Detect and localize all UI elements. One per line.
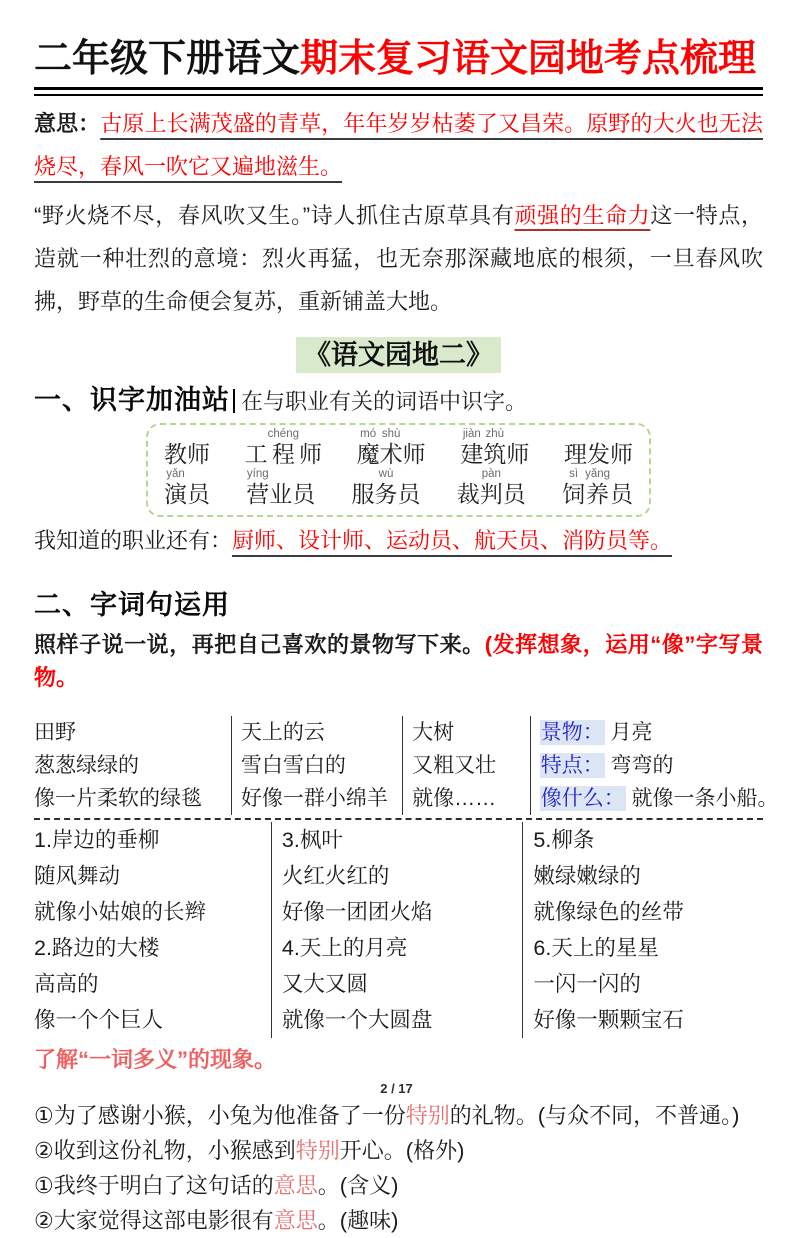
example-column: [231, 716, 402, 815]
answer-cell-line: 2.路边的大楼: [34, 936, 160, 960]
pinyin-annotation: chéng: [267, 428, 299, 440]
answer-cell-line: 3.枫叶: [281, 828, 343, 852]
garden-heading: 《语文园地二》: [296, 337, 501, 373]
blue-label: 像什么：: [540, 787, 625, 810]
pinyin-annotation: [407, 468, 410, 481]
hanzi-char: 裁: [456, 481, 480, 507]
example-labeled-line: [540, 716, 763, 749]
hanzi-char: 养: [586, 481, 610, 507]
hanzi-char: 魔: [356, 441, 380, 467]
occupation-char: [610, 468, 633, 508]
pinyin-annotation: [467, 468, 470, 481]
hanzi-char: 员: [187, 481, 210, 507]
hanzi-char: 师: [609, 441, 633, 467]
occupation-word: [352, 468, 421, 508]
meaning-paragraph: [34, 102, 763, 188]
pinyin-annotation: [309, 428, 312, 441]
answer-cell-line: 嫩绿嫩绿的: [533, 864, 641, 888]
example-cell-line: 好像一群小绵羊: [240, 787, 388, 810]
polysemy-pre: ②收到这份礼物，小猴感到: [34, 1138, 296, 1163]
answer-cell-line: 随风舞动: [34, 864, 121, 888]
pinyin-annotation: [413, 428, 416, 441]
occupation-word: [246, 468, 315, 508]
pinyin-annotation: [279, 468, 282, 481]
occupation-char: [480, 468, 503, 508]
pinyin-annotation: yǎng: [585, 468, 610, 480]
pinyin-annotation: [516, 428, 519, 441]
answer-cell-line: 就像小姑娘的长辫: [34, 900, 207, 924]
hanzi-char: 饲: [562, 481, 586, 507]
occupation-char: [403, 428, 426, 468]
polysemy-post: 开心。(格外): [339, 1138, 465, 1163]
hanzi-char: 服: [351, 481, 375, 507]
occupation-box: [146, 423, 651, 517]
polysemy-highlight: 意思: [273, 1208, 318, 1233]
analysis-highlight: 顽强的生命力: [514, 203, 651, 228]
pinyin-annotation: yǎn: [166, 468, 185, 480]
example-cell-line: 葱葱绿绿的: [34, 754, 139, 777]
blue-label: 特点：: [540, 754, 604, 777]
heading-bar-divider: [233, 389, 235, 413]
pinyin-annotation: [574, 428, 577, 441]
pinyin-annotation: [302, 468, 305, 481]
answer-cell-line: 6.天上的星星: [533, 936, 659, 960]
polysemy-highlight: 特别: [405, 1103, 450, 1128]
answer-column: [34, 822, 271, 1038]
hanzi-char: 判: [479, 481, 503, 507]
occupation-char: [457, 468, 480, 508]
labeled-value: 月亮: [604, 721, 653, 744]
example-table: [34, 716, 779, 815]
pinyin-annotation: sì: [569, 468, 579, 480]
pinyin-annotation: wù: [378, 468, 394, 480]
occupation-char: [610, 428, 633, 468]
pinyin-annotation: [620, 468, 623, 481]
occupation-char: [357, 428, 380, 468]
polysemy-item: [34, 1098, 763, 1133]
answer-column: [522, 822, 763, 1038]
hanzi-char: 员: [292, 481, 316, 507]
pinyin-annotation: zhù: [485, 428, 505, 440]
hanzi-char: 筑: [483, 441, 507, 467]
occupation-char: [164, 468, 187, 508]
occupation-char: [503, 468, 526, 508]
polysemy-pre: ②大家觉得这部电影很有: [34, 1208, 274, 1233]
occupation-char: [585, 468, 610, 508]
title-divider: [34, 87, 763, 96]
answer-column: [271, 822, 523, 1038]
occupation-char: [268, 428, 299, 468]
occupation-word: [357, 428, 426, 468]
answer-table: [34, 822, 763, 1038]
answer-cell-line: 4.天上的月亮: [281, 936, 408, 960]
answer-cell-line: 就像绿色的丝带: [533, 900, 684, 924]
example-cell-line: 又粗又壮: [412, 754, 497, 777]
hanzi-char: 师: [506, 441, 530, 467]
section2-heading-line: [34, 583, 763, 622]
polysemy-pre: ①为了感谢小猴，小兔为他准备了一份: [34, 1103, 406, 1128]
occupation-word: [562, 468, 633, 508]
section1-heading-line: [34, 378, 763, 417]
polysemy-list: [34, 1098, 763, 1238]
polysemy-highlight: 意思: [273, 1173, 318, 1198]
occupation-char: [460, 428, 483, 468]
pinyin-annotation: mó: [360, 428, 377, 440]
pinyin-annotation: [361, 468, 364, 481]
page-title-red: 期末复习语文园地考点梳理: [300, 38, 757, 80]
answer-cell-line: 一闪一闪的: [533, 972, 641, 996]
hanzi-char: 术: [379, 441, 403, 467]
answer-cell-line: 1.岸边的垂柳: [34, 828, 160, 852]
section1-subtitle: 在与职业有关的词语中识字。: [241, 389, 528, 414]
occupation-char: [246, 468, 269, 508]
occupation-char: [299, 428, 322, 468]
occupation-char: [352, 468, 375, 508]
labeled-value: 就像一条小船。: [625, 787, 779, 810]
instruction-red: (发挥想象，运用“像”字写景物。: [34, 632, 763, 690]
analysis-text-post: 这一特点，造就一种壮烈的意境：烈火再猛，也无奈那深藏地底的根须，一旦春风吹拂，野草的生命便会复苏，重新铺盖大地。: [34, 203, 763, 314]
answer-cell-line: 又大又圆: [281, 972, 368, 996]
instruction-line: [34, 628, 763, 694]
pinyin-annotation: [197, 428, 200, 441]
polysemy-post: 的礼物。(与众不同，不普通。): [449, 1103, 740, 1128]
polysemy-highlight: 特别: [295, 1138, 340, 1163]
occupation-word: [164, 428, 210, 468]
example-cell-line: 就像……: [412, 787, 497, 810]
instruction-black: 照样子说一说，再把自己喜欢的景物写下来。: [34, 632, 485, 657]
hanzi-char: 工: [244, 441, 268, 467]
answer-cell-line: 5.柳条: [533, 828, 595, 852]
hanzi-char: 演: [164, 481, 187, 507]
pinyin-annotation: [620, 428, 623, 441]
known-jobs-line: [34, 521, 763, 561]
pinyin-annotation: shù: [381, 428, 401, 440]
pinyin-annotation: jiàn: [462, 428, 481, 440]
occupation-char: [245, 428, 268, 468]
dashed-divider: [34, 818, 763, 820]
example-cell-line: 田野: [34, 721, 76, 744]
occupation-word: [245, 428, 322, 468]
occupation-char: [564, 428, 587, 468]
analysis-paragraph: [34, 194, 763, 323]
example-cell-line: 天上的云: [240, 721, 325, 744]
occupation-char: [187, 468, 210, 508]
answer-cell-line: 高高的: [34, 972, 99, 996]
occupation-char: [187, 428, 210, 468]
known-jobs-answer: 厨师、设计师、运动员、航天员、消防员等。: [232, 528, 673, 553]
occupation-char: [562, 468, 585, 508]
garden-heading-wrap: [34, 333, 763, 372]
hanzi-char: 务: [374, 481, 398, 507]
polysemy-item: [34, 1203, 763, 1238]
occupation-char: [398, 468, 421, 508]
example-column: [402, 716, 530, 815]
pinyin-annotation: pàn: [481, 468, 501, 480]
occupation-char: [506, 428, 529, 468]
occupation-char: [380, 428, 403, 468]
example-column: [34, 716, 231, 815]
occupation-char: [269, 468, 292, 508]
blue-label: 景物：: [540, 721, 604, 744]
pinyin-annotation: [255, 428, 258, 441]
polysemy-item: [34, 1168, 763, 1203]
occupation-char: [164, 428, 187, 468]
occupation-char: [587, 428, 610, 468]
example-cell-line: 大树: [412, 721, 455, 744]
answer-cell-line: 好像一团团火焰: [281, 900, 433, 924]
occupation-word: [457, 468, 526, 508]
known-jobs-label: 我知道的职业还有：: [34, 528, 233, 553]
hanzi-char: 营: [246, 481, 270, 507]
polysemy-pre: ①我终于明白了这句话的: [34, 1173, 274, 1198]
hanzi-char: 员: [610, 481, 633, 507]
section1-heading: 一、识字加油站: [34, 385, 230, 415]
example-cell-line: 像一片柔软的绿毯: [34, 787, 202, 810]
polysemy-post: 。(含义): [317, 1173, 399, 1198]
polysemy-post: 。(趣味): [317, 1208, 399, 1233]
pinyin-annotation: [597, 428, 600, 441]
polysemy-item: [34, 1133, 763, 1168]
polysemy-heading: 了解“一词多义”的现象。: [34, 1047, 277, 1072]
occupation-word: [460, 428, 529, 468]
example-labeled-line: [540, 749, 763, 782]
hanzi-char: 师: [299, 441, 322, 467]
occupation-word: [564, 428, 633, 468]
hanzi-char: 员: [397, 481, 421, 507]
example-cell-line: 雪白雪白的: [240, 754, 346, 777]
hanzi-char: 师: [187, 441, 210, 467]
hanzi-char: 理: [563, 441, 587, 467]
occupation-row: [164, 468, 633, 508]
answer-cell-line: 像一个个巨人: [34, 1008, 164, 1032]
occupation-char: [483, 428, 506, 468]
section2-heading: 二、字词句运用: [34, 590, 230, 620]
pinyin-annotation: [174, 428, 177, 441]
labeled-value: 弯弯的: [604, 754, 674, 777]
occupation-word: [164, 468, 210, 508]
occupation-char: [375, 468, 398, 508]
pinyin-annotation: [197, 468, 200, 481]
occupation-char: [292, 468, 315, 508]
meaning-label: 意思：: [34, 111, 101, 136]
hanzi-char: 师: [402, 441, 426, 467]
pinyin-annotation: yíng: [246, 468, 269, 480]
meaning-answer: 古原上长满茂盛的青草，年年岁岁枯萎了又昌荣。原野的大火也无法烧尽，春风一吹它又遍地滋生。: [34, 111, 763, 179]
hanzi-char: 程: [271, 441, 295, 467]
hanzi-char: 员: [502, 481, 526, 507]
example-labeled-line: [540, 782, 779, 815]
page-number: 2 / 17: [380, 1081, 413, 1096]
hanzi-char: 建: [460, 441, 484, 467]
pinyin-annotation: [513, 468, 516, 481]
page-title-black: 二年级下册语文: [34, 38, 301, 80]
hanzi-char: 业: [269, 481, 293, 507]
hanzi-char: 发: [586, 441, 610, 467]
hanzi-char: 教: [164, 441, 187, 467]
answer-cell-line: 火红火红的: [281, 864, 390, 888]
analysis-text-pre: “野火烧不尽，春风吹又生。”诗人抓住古原草具有: [34, 203, 515, 228]
example-column-labeled: [530, 716, 779, 815]
occupation-row: [164, 428, 633, 468]
page-title: [34, 34, 763, 84]
answer-cell-line: 好像一颗颗宝石: [533, 1008, 684, 1032]
answer-cell-line: 就像一个大圆盘: [281, 1008, 433, 1032]
